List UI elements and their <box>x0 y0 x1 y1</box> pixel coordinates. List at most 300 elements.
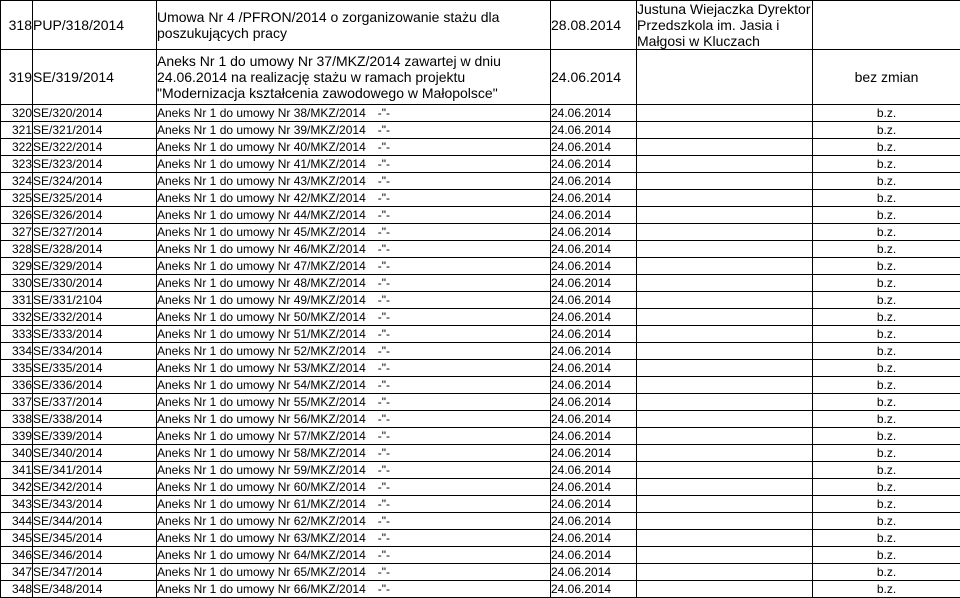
document-description <box>157 360 551 377</box>
document-date: 24.06.2014 <box>551 513 637 530</box>
ditto-mark: -"- <box>378 497 390 511</box>
description-text: Aneks Nr 1 do umowy Nr 51/MKZ/2014 <box>157 327 366 341</box>
description-text: Aneks Nr 1 do umowy Nr 57/MKZ/2014 <box>157 429 366 443</box>
description-text: Aneks Nr 1 do umowy Nr 42/MKZ/2014 <box>157 191 366 205</box>
document-signature: SE/321/2014 <box>33 122 157 139</box>
description-text: Aneks Nr 1 do umowy Nr 64/MKZ/2014 <box>157 548 366 562</box>
document-date: 24.06.2014 <box>551 122 637 139</box>
responsible-party <box>637 462 813 479</box>
document-description <box>157 105 551 122</box>
ditto-mark: -"- <box>378 582 390 596</box>
responsible-party <box>637 50 813 105</box>
responsible-party <box>637 309 813 326</box>
document-description <box>157 1 551 50</box>
row-number: 341 <box>1 462 33 479</box>
description-text: Aneks Nr 1 do umowy Nr 56/MKZ/2014 <box>157 412 366 426</box>
description-line: poszukujących pracy <box>157 25 550 41</box>
remarks-text: b.z. <box>877 192 896 204</box>
row-number: 344 <box>1 513 33 530</box>
table-row <box>1 105 960 122</box>
table-row <box>1 513 960 530</box>
remarks <box>813 105 960 122</box>
document-signature: SE/328/2014 <box>33 241 157 258</box>
table-row <box>1 564 960 581</box>
document-description <box>157 258 551 275</box>
remarks-text: b.z. <box>877 107 896 119</box>
responsible-party <box>637 360 813 377</box>
remarks <box>813 224 960 241</box>
document-signature: SE/345/2014 <box>33 530 157 547</box>
document-signature: SE/346/2014 <box>33 547 157 564</box>
ditto-mark: -"- <box>378 344 390 358</box>
document-description <box>157 547 551 564</box>
document-signature: PUP/318/2014 <box>33 1 157 50</box>
remarks <box>813 564 960 581</box>
table-row <box>1 309 960 326</box>
document-signature: SE/330/2014 <box>33 275 157 292</box>
document-signature: SE/340/2014 <box>33 445 157 462</box>
remarks-text: b.z. <box>877 158 896 170</box>
document-date: 24.06.2014 <box>551 156 637 173</box>
responsible-party <box>637 445 813 462</box>
remarks-text: b.z. <box>877 243 896 255</box>
description-text: Aneks Nr 1 do umowy Nr 55/MKZ/2014 <box>157 395 366 409</box>
document-date: 24.06.2014 <box>551 241 637 258</box>
document-description <box>157 445 551 462</box>
remarks <box>813 173 960 190</box>
remarks <box>813 258 960 275</box>
document-description <box>157 462 551 479</box>
document-signature: SE/337/2014 <box>33 394 157 411</box>
document-signature: SE/343/2014 <box>33 496 157 513</box>
responsible-party <box>637 1 813 50</box>
responsible-party <box>637 343 813 360</box>
document-signature: SE/319/2014 <box>33 50 157 105</box>
ditto-mark: -"- <box>378 157 390 171</box>
document-description <box>157 513 551 530</box>
document-description <box>157 292 551 309</box>
row-number: 323 <box>1 156 33 173</box>
document-date: 24.06.2014 <box>551 496 637 513</box>
document-date: 24.06.2014 <box>551 530 637 547</box>
document-date: 24.06.2014 <box>551 292 637 309</box>
row-number: 347 <box>1 564 33 581</box>
description-text: Aneks Nr 1 do umowy Nr 43/MKZ/2014 <box>157 174 366 188</box>
document-description <box>157 173 551 190</box>
table-row <box>1 292 960 309</box>
document-date: 24.06.2014 <box>551 190 637 207</box>
remarks-text: b.z. <box>877 226 896 238</box>
remarks <box>813 343 960 360</box>
row-number: 342 <box>1 479 33 496</box>
row-number: 337 <box>1 394 33 411</box>
document-description <box>157 190 551 207</box>
remarks-text: b.z. <box>877 413 896 425</box>
document-description <box>157 326 551 343</box>
table-row <box>1 139 960 156</box>
ditto-mark: -"- <box>378 106 390 120</box>
description-text: Aneks Nr 1 do umowy Nr 50/MKZ/2014 <box>157 310 366 324</box>
document-description <box>157 207 551 224</box>
table-row <box>1 428 960 445</box>
document-description <box>157 377 551 394</box>
ditto-mark: -"- <box>378 191 390 205</box>
ditto-mark: -"- <box>378 140 390 154</box>
table-row <box>1 258 960 275</box>
remarks-text: b.z. <box>877 124 896 136</box>
remarks-text: b.z. <box>877 396 896 408</box>
remarks-text: b.z. <box>877 362 896 374</box>
description-text: Aneks Nr 1 do umowy Nr 46/MKZ/2014 <box>157 242 366 256</box>
description-text: Aneks Nr 1 do umowy Nr 44/MKZ/2014 <box>157 208 366 222</box>
ditto-mark: -"- <box>378 174 390 188</box>
row-number: 321 <box>1 122 33 139</box>
remarks: bez zmian <box>813 50 960 105</box>
remarks <box>813 462 960 479</box>
row-number: 333 <box>1 326 33 343</box>
remarks-text: b.z. <box>877 583 896 595</box>
document-date: 24.06.2014 <box>551 326 637 343</box>
document-description <box>157 496 551 513</box>
remarks-text: b.z. <box>877 328 896 340</box>
description-text: Aneks Nr 1 do umowy Nr 38/MKZ/2014 <box>157 106 366 120</box>
row-number: 331 <box>1 292 33 309</box>
ditto-mark: -"- <box>378 242 390 256</box>
ditto-mark: -"- <box>378 463 390 477</box>
remarks-text: b.z. <box>877 379 896 391</box>
responsible-party <box>637 292 813 309</box>
remarks-text: b.z. <box>877 209 896 221</box>
responsible-party <box>637 581 813 598</box>
document-signature: SE/320/2014 <box>33 105 157 122</box>
document-description <box>157 564 551 581</box>
remarks <box>813 275 960 292</box>
document-date: 28.08.2014 <box>551 1 637 50</box>
responsible-party <box>637 139 813 156</box>
ditto-mark: -"- <box>378 412 390 426</box>
row-number: 334 <box>1 343 33 360</box>
ditto-mark: -"- <box>378 259 390 273</box>
remarks <box>813 581 960 598</box>
document-signature: SE/341/2014 <box>33 462 157 479</box>
table-row <box>1 326 960 343</box>
document-signature: SE/324/2014 <box>33 173 157 190</box>
responsible-party <box>637 275 813 292</box>
row-number: 348 <box>1 581 33 598</box>
document-date: 24.06.2014 <box>551 207 637 224</box>
remarks <box>813 496 960 513</box>
document-description <box>157 479 551 496</box>
table-row <box>1 496 960 513</box>
document-signature: SE/339/2014 <box>33 428 157 445</box>
description-text: Aneks Nr 1 do umowy Nr 66/MKZ/2014 <box>157 582 366 596</box>
ditto-mark: -"- <box>378 310 390 324</box>
remarks-text: b.z. <box>877 515 896 527</box>
document-description <box>157 275 551 292</box>
table-row <box>1 50 960 105</box>
ditto-mark: -"- <box>378 208 390 222</box>
ditto-mark: -"- <box>378 514 390 528</box>
ditto-mark: -"- <box>378 480 390 494</box>
document-signature: SE/327/2014 <box>33 224 157 241</box>
row-number: 324 <box>1 173 33 190</box>
remarks <box>813 156 960 173</box>
document-signature: SE/333/2014 <box>33 326 157 343</box>
description-text: Aneks Nr 1 do umowy Nr 60/MKZ/2014 <box>157 480 366 494</box>
row-number: 318 <box>1 1 33 50</box>
responsible-party <box>637 105 813 122</box>
document-signature: SE/325/2014 <box>33 190 157 207</box>
responsible-party <box>637 530 813 547</box>
row-number: 335 <box>1 360 33 377</box>
remarks <box>813 139 960 156</box>
responsible-line: Justuna Wiejaczka Dyrektor <box>637 1 812 17</box>
responsible-party <box>637 377 813 394</box>
responsible-party <box>637 258 813 275</box>
table-row <box>1 122 960 139</box>
responsible-party <box>637 241 813 258</box>
document-signature: SE/344/2014 <box>33 513 157 530</box>
row-number: 345 <box>1 530 33 547</box>
ditto-mark: -"- <box>378 429 390 443</box>
ditto-mark: -"- <box>378 293 390 307</box>
responsible-line: Przedszkola im. Jasia i <box>637 17 812 33</box>
description-text: Aneks Nr 1 do umowy Nr 52/MKZ/2014 <box>157 344 366 358</box>
remarks-text: b.z. <box>877 430 896 442</box>
document-date: 24.06.2014 <box>551 564 637 581</box>
document-description <box>157 411 551 428</box>
remarks <box>813 309 960 326</box>
remarks-text: b.z. <box>877 345 896 357</box>
description-text: Aneks Nr 1 do umowy Nr 47/MKZ/2014 <box>157 259 366 273</box>
table-row <box>1 530 960 547</box>
document-date: 24.06.2014 <box>551 258 637 275</box>
document-description <box>157 224 551 241</box>
description-text: Aneks Nr 1 do umowy Nr 54/MKZ/2014 <box>157 378 366 392</box>
responsible-party <box>637 564 813 581</box>
row-number: 346 <box>1 547 33 564</box>
remarks <box>813 1 960 50</box>
document-date: 24.06.2014 <box>551 411 637 428</box>
table-row <box>1 343 960 360</box>
remarks <box>813 207 960 224</box>
document-signature: SE/334/2014 <box>33 343 157 360</box>
register-table-body <box>1 1 960 598</box>
document-description <box>157 309 551 326</box>
document-signature: SE/331/2104 <box>33 292 157 309</box>
document-date: 24.06.2014 <box>551 224 637 241</box>
remarks-text: b.z. <box>877 141 896 153</box>
document-signature: SE/342/2014 <box>33 479 157 496</box>
ditto-mark: -"- <box>378 361 390 375</box>
document-date: 24.06.2014 <box>551 479 637 496</box>
description-text: Aneks Nr 1 do umowy Nr 45/MKZ/2014 <box>157 225 366 239</box>
row-number: 319 <box>1 50 33 105</box>
table-row <box>1 173 960 190</box>
remarks-text: b.z. <box>877 481 896 493</box>
row-number: 320 <box>1 105 33 122</box>
document-date: 24.06.2014 <box>551 462 637 479</box>
remarks <box>813 190 960 207</box>
table-row <box>1 360 960 377</box>
row-number: 339 <box>1 428 33 445</box>
document-date: 24.06.2014 <box>551 105 637 122</box>
row-number: 332 <box>1 309 33 326</box>
document-description <box>157 241 551 258</box>
document-signature: SE/329/2014 <box>33 258 157 275</box>
document-signature: SE/336/2014 <box>33 377 157 394</box>
remarks-text: b.z. <box>877 498 896 510</box>
responsible-party <box>637 207 813 224</box>
remarks <box>813 241 960 258</box>
document-date: 24.06.2014 <box>551 428 637 445</box>
document-signature: SE/348/2014 <box>33 581 157 598</box>
row-number: 325 <box>1 190 33 207</box>
remarks <box>813 530 960 547</box>
ditto-mark: -"- <box>378 531 390 545</box>
description-text: Aneks Nr 1 do umowy Nr 65/MKZ/2014 <box>157 565 366 579</box>
row-number: 326 <box>1 207 33 224</box>
document-date: 24.06.2014 <box>551 50 637 105</box>
description-text: Aneks Nr 1 do umowy Nr 61/MKZ/2014 <box>157 497 366 511</box>
document-date: 24.06.2014 <box>551 173 637 190</box>
table-row <box>1 1 960 50</box>
responsible-party <box>637 190 813 207</box>
responsible-party <box>637 479 813 496</box>
table-row <box>1 394 960 411</box>
description-line: "Modernizacja kształcenia zawodowego w Małopolsce" <box>157 85 550 101</box>
document-description <box>157 156 551 173</box>
remarks-text: b.z. <box>877 447 896 459</box>
remarks <box>813 394 960 411</box>
table-row <box>1 479 960 496</box>
responsible-party <box>637 547 813 564</box>
document-date: 24.06.2014 <box>551 445 637 462</box>
table-row <box>1 581 960 598</box>
remarks-text: b.z. <box>877 260 896 272</box>
document-date: 24.06.2014 <box>551 343 637 360</box>
row-number: 330 <box>1 275 33 292</box>
ditto-mark: -"- <box>378 565 390 579</box>
remarks-text: b.z. <box>877 532 896 544</box>
description-text: Aneks Nr 1 do umowy Nr 62/MKZ/2014 <box>157 514 366 528</box>
remarks <box>813 326 960 343</box>
responsible-party <box>637 326 813 343</box>
row-number: 322 <box>1 139 33 156</box>
remarks-text: b.z. <box>877 294 896 306</box>
row-number: 329 <box>1 258 33 275</box>
table-row <box>1 241 960 258</box>
document-date: 24.06.2014 <box>551 309 637 326</box>
row-number: 343 <box>1 496 33 513</box>
table-row <box>1 445 960 462</box>
document-description <box>157 581 551 598</box>
responsible-party <box>637 428 813 445</box>
responsible-party <box>637 156 813 173</box>
remarks <box>813 479 960 496</box>
document-date: 24.06.2014 <box>551 275 637 292</box>
document-description <box>157 139 551 156</box>
table-row <box>1 156 960 173</box>
ditto-mark: -"- <box>378 327 390 341</box>
remarks <box>813 122 960 139</box>
document-signature: SE/347/2014 <box>33 564 157 581</box>
description-line: Umowa Nr 4 /PFRON/2014 o zorganizowanie stażu dla <box>157 9 550 25</box>
description-text: Aneks Nr 1 do umowy Nr 58/MKZ/2014 <box>157 446 366 460</box>
table-row <box>1 190 960 207</box>
responsible-party <box>637 224 813 241</box>
responsible-party <box>637 173 813 190</box>
remarks <box>813 411 960 428</box>
responsible-party <box>637 513 813 530</box>
remarks <box>813 360 960 377</box>
description-text: Aneks Nr 1 do umowy Nr 49/MKZ/2014 <box>157 293 366 307</box>
remarks <box>813 445 960 462</box>
ditto-mark: -"- <box>378 225 390 239</box>
ditto-mark: -"- <box>378 548 390 562</box>
ditto-mark: -"- <box>378 276 390 290</box>
remarks <box>813 513 960 530</box>
document-signature: SE/335/2014 <box>33 360 157 377</box>
ditto-mark: -"- <box>378 123 390 137</box>
table-row <box>1 547 960 564</box>
remarks <box>813 428 960 445</box>
description-text: Aneks Nr 1 do umowy Nr 53/MKZ/2014 <box>157 361 366 375</box>
responsible-party <box>637 122 813 139</box>
document-description <box>157 50 551 105</box>
description-text: Aneks Nr 1 do umowy Nr 59/MKZ/2014 <box>157 463 366 477</box>
document-date: 24.06.2014 <box>551 547 637 564</box>
remarks-text: b.z. <box>877 566 896 578</box>
document-date: 24.06.2014 <box>551 581 637 598</box>
row-number: 327 <box>1 224 33 241</box>
ditto-mark: -"- <box>378 446 390 460</box>
table-row <box>1 411 960 428</box>
description-text: Aneks Nr 1 do umowy Nr 63/MKZ/2014 <box>157 531 366 545</box>
document-signature: SE/323/2014 <box>33 156 157 173</box>
description-line: 24.06.2014 na realizację stażu w ramach projektu <box>157 69 550 85</box>
remarks <box>813 377 960 394</box>
remarks-text: b.z. <box>877 175 896 187</box>
remarks-text: b.z. <box>877 311 896 323</box>
description-text: Aneks Nr 1 do umowy Nr 39/MKZ/2014 <box>157 123 366 137</box>
responsible-party <box>637 411 813 428</box>
remarks <box>813 547 960 564</box>
table-row <box>1 224 960 241</box>
remarks-text: b.z. <box>877 549 896 561</box>
description-text: Aneks Nr 1 do umowy Nr 41/MKZ/2014 <box>157 157 366 171</box>
responsible-party <box>637 496 813 513</box>
document-signature: SE/338/2014 <box>33 411 157 428</box>
document-date: 24.06.2014 <box>551 394 637 411</box>
table-row <box>1 462 960 479</box>
remarks-text: b.z. <box>877 464 896 476</box>
table-row <box>1 377 960 394</box>
ditto-mark: -"- <box>378 378 390 392</box>
responsible-line: Małgosi w Kluczach <box>637 33 812 49</box>
ditto-mark: -"- <box>378 395 390 409</box>
document-date: 24.06.2014 <box>551 377 637 394</box>
document-description <box>157 343 551 360</box>
description-line: Aneks Nr 1 do umowy Nr 37/MKZ/2014 zawartej w dniu <box>157 53 550 69</box>
description-text: Aneks Nr 1 do umowy Nr 40/MKZ/2014 <box>157 140 366 154</box>
document-signature: SE/332/2014 <box>33 309 157 326</box>
document-description <box>157 530 551 547</box>
row-number: 340 <box>1 445 33 462</box>
remarks-text: b.z. <box>877 277 896 289</box>
document-description <box>157 428 551 445</box>
row-number: 336 <box>1 377 33 394</box>
